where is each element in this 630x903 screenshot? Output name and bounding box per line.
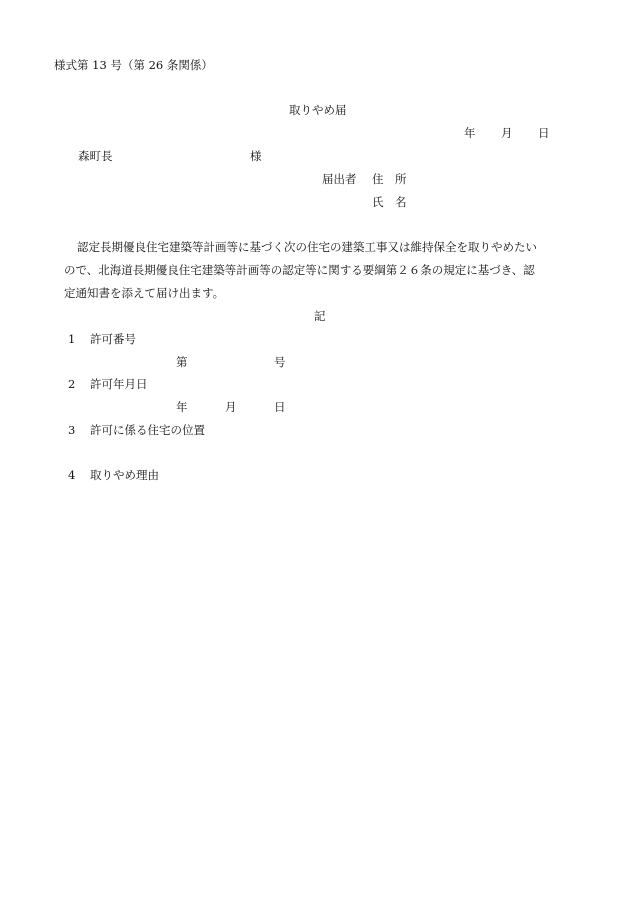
- applicant-name-label: 氏 名: [372, 195, 407, 209]
- item-2-year: 年: [176, 400, 188, 414]
- ki-heading: 記: [314, 309, 326, 323]
- addressee-name: 森町長: [78, 149, 113, 163]
- item-4-number: 4: [68, 468, 76, 482]
- item-3-number: 3: [68, 423, 76, 437]
- item-1-number: 1: [68, 332, 76, 346]
- body-line-3: 定通知書を添えて届け出ます。: [64, 286, 225, 300]
- body-line-1: 認定長期優良住宅建築等計画等に基づく次の住宅の建築工事又は維持保全を取りやめたい: [77, 240, 537, 254]
- addressee-honorific: 様: [250, 149, 262, 163]
- applicant-label: 届出者: [322, 172, 357, 186]
- item-2-number: 2: [68, 377, 76, 391]
- date-year-label: 年: [464, 126, 476, 140]
- item-2-label: 許可年月日: [90, 377, 148, 391]
- item-1-dai: 第: [176, 355, 188, 369]
- body-line-2: ので、北海道長期優良住宅建築等計画等の認定等に関する要綱第２６条の規定に基づき、認: [64, 263, 535, 277]
- item-2-day: 日: [274, 400, 286, 414]
- date-month-label: 月: [501, 126, 513, 140]
- item-2-month: 月: [225, 400, 237, 414]
- form-number: 様式第 13 号（第 26 条関係）: [54, 58, 213, 72]
- date-day-label: 日: [538, 126, 550, 140]
- item-3-label: 許可に係る住宅の位置: [90, 423, 205, 437]
- item-4-label: 取りやめ理由: [90, 468, 159, 482]
- document-title: 取りやめ届: [289, 103, 347, 117]
- item-1-label: 許可番号: [90, 332, 136, 346]
- applicant-address-label: 住 所: [372, 172, 407, 186]
- item-1-go: 号: [274, 355, 286, 369]
